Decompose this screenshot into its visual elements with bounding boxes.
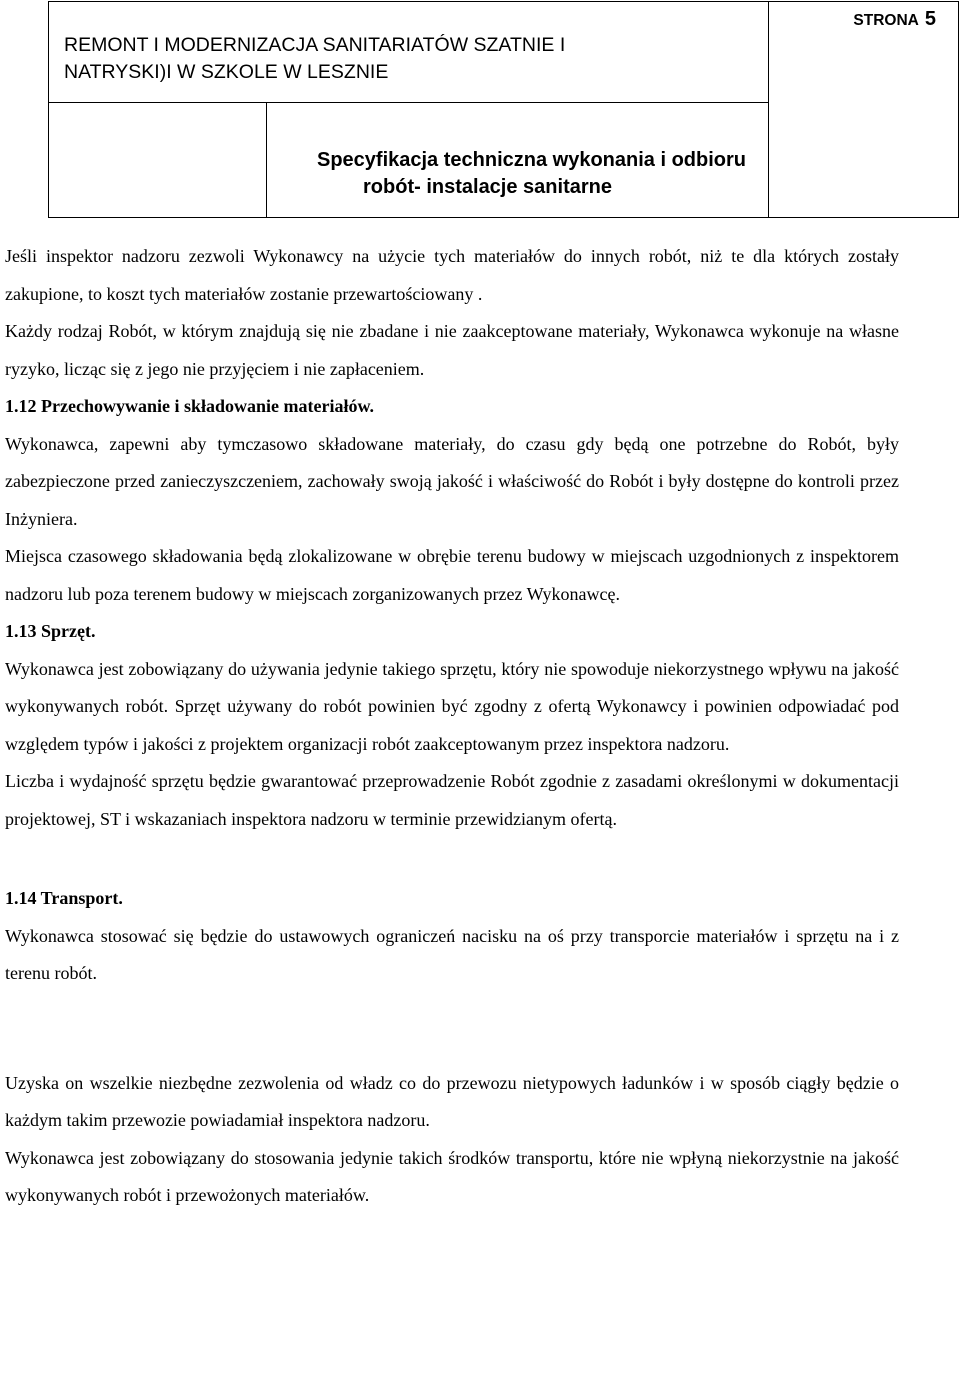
project-title bbox=[49, 2, 769, 103]
section-heading-1-12: 1.12 Przechowywanie i składowanie materiałów. bbox=[5, 396, 374, 416]
spec-title-line2: robót- instalacje sanitarne bbox=[363, 176, 612, 198]
spacer bbox=[5, 993, 899, 1065]
paragraph: Wykonawca jest zobowiązany do używania jedynie takiego sprzętu, który nie spowoduje niekorzystnego wpływu na jakość wykonywanych robót. Sprzęt używany do robót powinien być zgodny z ofertą Wykonawcy i powinien odpowiadać pod względem typów i jakości z projektem organizacji robót zaakceptowanym przez inspektora nadzoru. bbox=[5, 658, 899, 754]
header-empty-cell bbox=[49, 103, 267, 218]
spec-title-line1: Specyfikacja techniczna wykonania i odbioru bbox=[316, 149, 746, 171]
paragraph: Uzyska on wszelkie niezbędne zezwolenia od władz co do przewozu nietypowych ładunków i w sposób ciągły będzie o każdym takim przewozie powiadamiał inspektora nadzoru. bbox=[5, 1072, 899, 1130]
page-label: STRONA bbox=[853, 12, 919, 29]
paragraph: Jeśli inspektor nadzoru zezwoli Wykonawcy na użycie tych materiałów do innych robót, niż te dla których zostały zakupione, to koszt tych materiałów zostanie przewartościowany . bbox=[5, 246, 899, 304]
document-header bbox=[48, 1, 959, 218]
section-heading-1-14: 1.14 Transport. bbox=[5, 888, 123, 908]
spacer bbox=[5, 838, 899, 880]
page-indicator bbox=[769, 2, 959, 218]
paragraph: Każdy rodzaj Robót, w którym znajdują się nie zbadane i nie zaakceptowane materiały, Wykonawca wykonuje na własne ryzyko, licząc się z jego nie przyjęciem i nie zapłaceniem. bbox=[5, 321, 899, 379]
paragraph: Liczba i wydajność sprzętu będzie gwarantować przeprowadzenie Robót zgodnie z zasadami określonymi w dokumentacji projektowej, ST i wskazaniach inspektora nadzoru w terminie przewidzianym ofertą. bbox=[5, 771, 899, 829]
spec-title bbox=[267, 103, 769, 218]
page-number: 5 bbox=[924, 8, 936, 30]
project-title-line1: REMONT I MODERNIZACJA SANITARIATÓW SZATNIE I bbox=[64, 34, 566, 56]
document-body bbox=[5, 238, 899, 1215]
paragraph: Wykonawca stosować się będzie do ustawowych ograniczeń nacisku na oś przy transporcie materiałów i sprzętu na i z terenu robót. bbox=[5, 925, 899, 983]
paragraph: Miejsca czasowego składowania będą zlokalizowane w obrębie terenu budowy w miejscach uzgodnionych z inspektorem nadzoru lub poza terenem budowy w miejscach zorganizowanych przez Wykonawcę. bbox=[5, 546, 899, 604]
section-heading-1-13: 1.13 Sprzęt. bbox=[5, 621, 96, 641]
paragraph: Wykonawca jest zobowiązany do stosowania jedynie takich środków transportu, które nie wpłyną niekorzystnie na jakość wykonywanych robót i przewożonych materiałów. bbox=[5, 1147, 899, 1205]
paragraph: Wykonawca, zapewni aby tymczasowo składowane materiały, do czasu gdy będą one potrzebne do Robót, były zabezpieczone przed zanieczyszczeniem, zachowały swoją jakość i właściwość do Robót i były dostępne do kontroli przez Inżyniera. bbox=[5, 433, 899, 529]
project-title-line2: NATRYSKI)I W SZKOLE W LESZNIE bbox=[64, 61, 389, 83]
